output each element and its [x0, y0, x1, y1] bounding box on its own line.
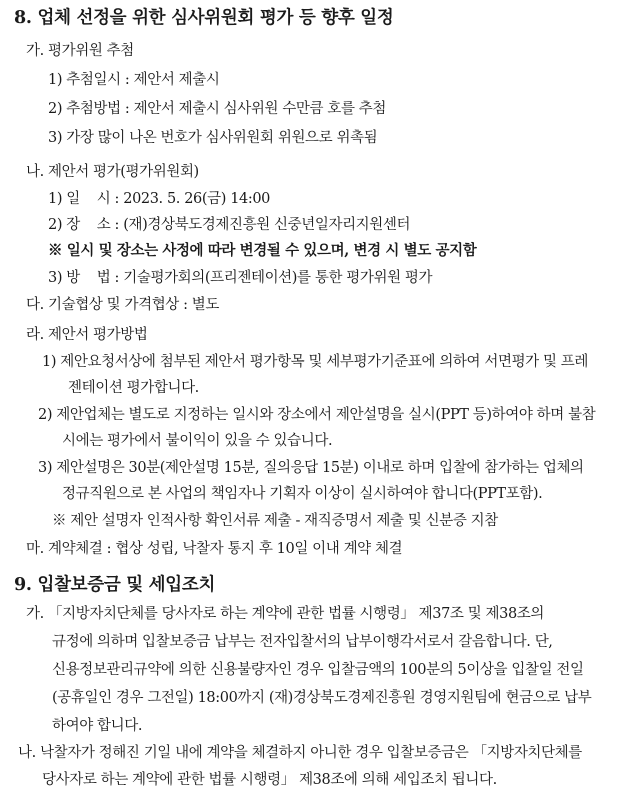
section-9-title: 9. 입찰보증금 및 세입조치 — [14, 575, 216, 595]
section-9-ga-line-5: 하여야 합니다. — [52, 718, 143, 734]
section-9-ga-line-4: (공휴일인 경우 그전일) 18:00까지 (재)경상북도경제진흥원 경영지원팀에 현금으로 납부 — [52, 690, 592, 706]
section-8-ga-label: 가. 평가위원 추첨 — [26, 43, 134, 59]
section-8-ra-line-6: 정규직원으로 본 사업의 책임자나 기획자 이상이 실시하여야 합니다(PPT포함). — [62, 486, 543, 502]
section-8-na-note: ※ 일시 및 장소는 사정에 따라 변경될 수 있으며, 변경 시 별도 공지함 — [48, 242, 477, 259]
section-8-na-item-2: 2) 장 소 : (재)경상북도경제진흥원 신중년일자리지원센터 — [48, 217, 411, 233]
section-8-na-item-1: 1) 일 시 : 2023. 5. 26(금) 14:00 — [48, 191, 270, 207]
section-9-na-line-2: 당사자로 하는 계약에 관한 법률 시행령」 제38조에 의해 세입조치 됩니다. — [42, 772, 497, 788]
section-9-na-line-1: 나. 낙찰자가 정해진 기일 내에 계약을 체결하지 아니한 경우 입찰보증금은 「지방자치단체를 — [18, 745, 582, 761]
section-8-ga-item-1: 1) 추첨일시 : 제안서 제출시 — [48, 72, 220, 88]
section-9-ga-line-1: 가. 「지방자치단체를 당사자로 하는 계약에 관한 법률 시행령」 제37조 및 제38조의 — [26, 606, 545, 622]
section-8-ma-label: 마. 계약체결 : 협상 성립, 낙찰자 통지 후 10일 이내 계약 체결 — [26, 541, 403, 557]
section-8-ra-line-4: 시에는 평가에서 불이익이 있을 수 있습니다. — [62, 433, 333, 449]
section-8-da-label: 다. 기술협상 및 가격협상 : 별도 — [26, 297, 220, 313]
section-8-ra-label: 라. 제안서 평가방법 — [26, 327, 148, 343]
section-8-ra-line-5: 3) 제안설명은 30분(제안설명 15분, 질의응답 15분) 이내로 하며 입찰에 참가하는 업체의 — [38, 460, 584, 476]
section-9-ga-line-3: 신용정보관리규약에 의한 신용불량자인 경우 입찰금액의 100분의 5이상을 입찰일 전일 — [52, 662, 584, 678]
section-8-ga-item-2: 2) 추첨방법 : 제안서 제출시 심사위원 수만큼 호를 추첨 — [48, 101, 386, 117]
section-8-na-label: 나. 제안서 평가(평가위원회) — [26, 164, 199, 180]
section-8-ra-note: ※ 제안 설명자 인적사항 확인서류 제출 - 재직증명서 제출 및 신분증 지참 — [52, 513, 498, 529]
section-8-ra-line-1: 1) 제안요청서상에 첨부된 제안서 평가항목 및 세부평가기준표에 의하여 서면평가 및 프레 — [42, 354, 589, 370]
section-8-ra-line-3: 2) 제안업체는 별도로 지정하는 일시와 장소에서 제안설명을 실시(PPT 등)하여야 하며 불참 — [38, 407, 596, 423]
section-8-na-item-3: 3) 방 법 : 기술평가회의(프리젠테이션)를 통한 평가위원 평가 — [48, 270, 433, 286]
section-8-ga-item-3: 3) 가장 많이 나온 번호가 심사위원회 위원으로 위촉됨 — [48, 130, 378, 146]
section-9-ga-line-2: 규정에 의하며 입찰보증금 납부는 전자입찰서의 납부이행각서로서 갈음합니다. 단, — [52, 634, 553, 650]
section-8-title: 8. 업체 선정을 위한 심사위원회 평가 등 향후 일정 — [14, 8, 394, 28]
section-8-ra-line-2: 젠테이션 평가합니다. — [68, 380, 199, 396]
